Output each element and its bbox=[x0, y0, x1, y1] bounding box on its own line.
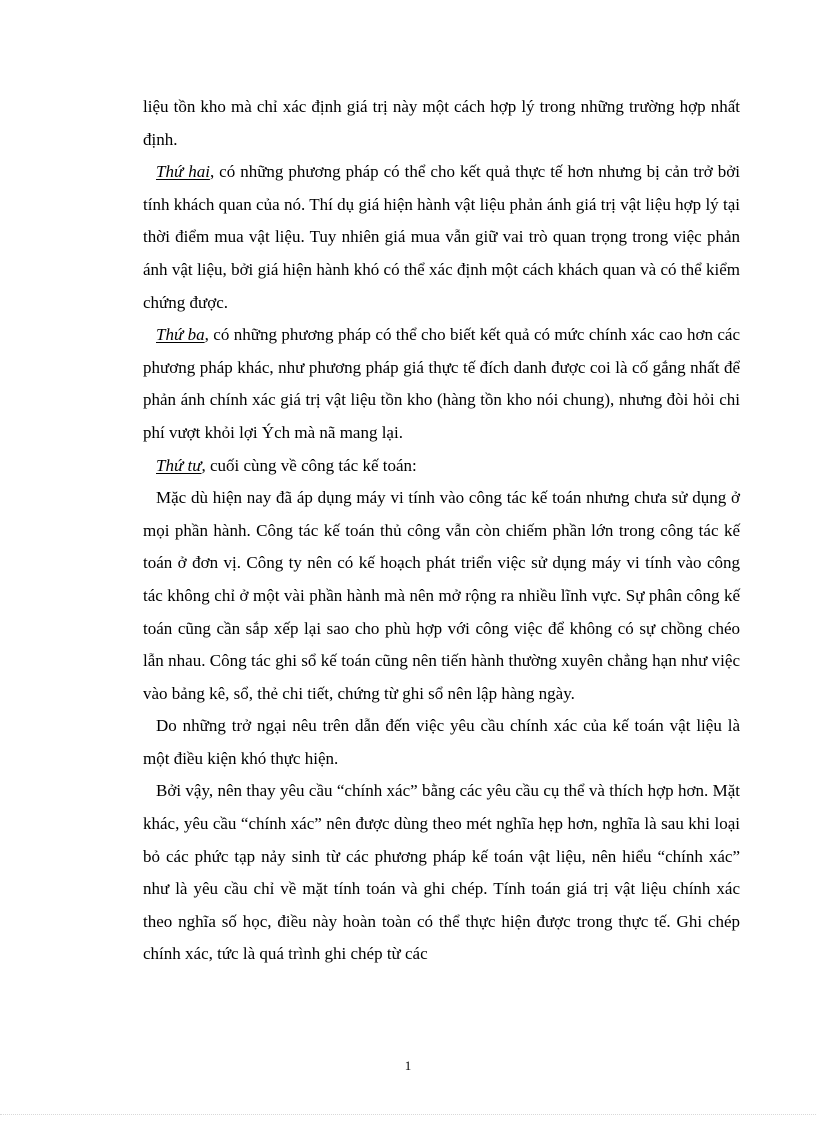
paragraph-text: , cuối cùng về công tác kế toán: bbox=[201, 455, 417, 475]
paragraph-lead: Thứ hai bbox=[156, 162, 210, 182]
paragraph-text: Do những trở ngại nêu trên dẫn đến việc yêu cầu chính xác của kế toán vật liệu là một điều kiện khó thực hiện. bbox=[143, 716, 740, 768]
paragraph-accuracy bbox=[143, 775, 740, 971]
paragraph-obstacles bbox=[143, 710, 740, 775]
paragraph-computerization bbox=[143, 482, 740, 710]
body-text bbox=[143, 91, 740, 971]
paragraph-lead: Thứ tư bbox=[156, 455, 202, 475]
paragraph-lead: Thứ ba bbox=[156, 325, 205, 345]
paragraph-text: Mặc dù hiện nay đã áp dụng máy vi tính vào công tác kế toán nhưng chưa sử dụng ở mọi phần hành. Công tác kế toán thủ công vẫn còn chiếm phần lớn trong công tác kế toán ở đơn vị. Công ty nên có kế hoạch phát triển việc sử dụng máy vi tính vào công tác không chỉ ở một vài phần hành mà nên mở rộng ra nhiều lĩnh vực. Sự phân công kế toán cũng cần sắp xếp lại sao cho phù hợp với công việc để không có sự chồng chéo lẫn nhau. Công tác ghi sổ kế toán cũng nên tiến hành thường xuyên chẳng hạn như việc vào bảng kê, sổ, thẻ chi tiết, chứng từ ghi sổ nên lập hàng ngày. bbox=[143, 488, 740, 703]
paragraph-continued bbox=[143, 91, 740, 156]
paragraph-text: Bởi vậy, nên thay yêu cầu “chính xác” bằng các yêu cầu cụ thể và thích hợp hơn. Mặt khác, yêu cầu “chính xác” nên được dùng theo mét nghĩa hẹp hơn, nghĩa là sau khi loại bỏ các phức tạp nảy sinh từ các phương pháp kế toán vật liệu, nên hiểu “chính xác” như là yêu cầu chỉ về mặt tính toán và ghi chép. Tính toán giá trị vật liệu chính xác theo nghĩa số học, điều này hoàn toàn có thể thực hiện được trong thực tế. Ghi chép chính xác, tức là quá trình ghi chép từ các bbox=[143, 781, 740, 964]
paragraph-thu-hai bbox=[143, 156, 740, 319]
paragraph-text: , có những phương pháp có thể cho kết quả thực tế hơn nhưng bị cản trở bởi tính khách quan của nó. Thí dụ giá hiện hành vật liệu phản ánh giá trị vật liệu hợp lý tại thời điểm mua vật liệu. Tuy nhiên giá mua vẫn giữ vai trò quan trọng trong việc phản ánh vật liệu, bởi giá hiện hành khó có thể xác định một cách khách quan và có thể kiểm chứng được. bbox=[143, 162, 740, 312]
paragraph-thu-tu bbox=[143, 450, 740, 483]
paragraph-text: liệu tồn kho mà chỉ xác định giá trị này một cách hợp lý trong những trường hợp nhất định. bbox=[143, 97, 740, 149]
paragraph-thu-ba bbox=[143, 319, 740, 449]
page-number: 1 bbox=[404, 1058, 412, 1073]
page-bottom-divider bbox=[0, 1114, 816, 1115]
paragraph-text: , có những phương pháp có thể cho biết kết quả có mức chính xác cao hơn các phương pháp khác, như phương pháp giá thực tế đích danh được coi là cố gắng nhất để phản ánh chính xác giá trị vật liệu tồn kho (hàng tồn kho nói chung), nhưng đòi hỏi chi phí vượt khỏi lợi Ých mà nã mang lại. bbox=[143, 325, 741, 442]
